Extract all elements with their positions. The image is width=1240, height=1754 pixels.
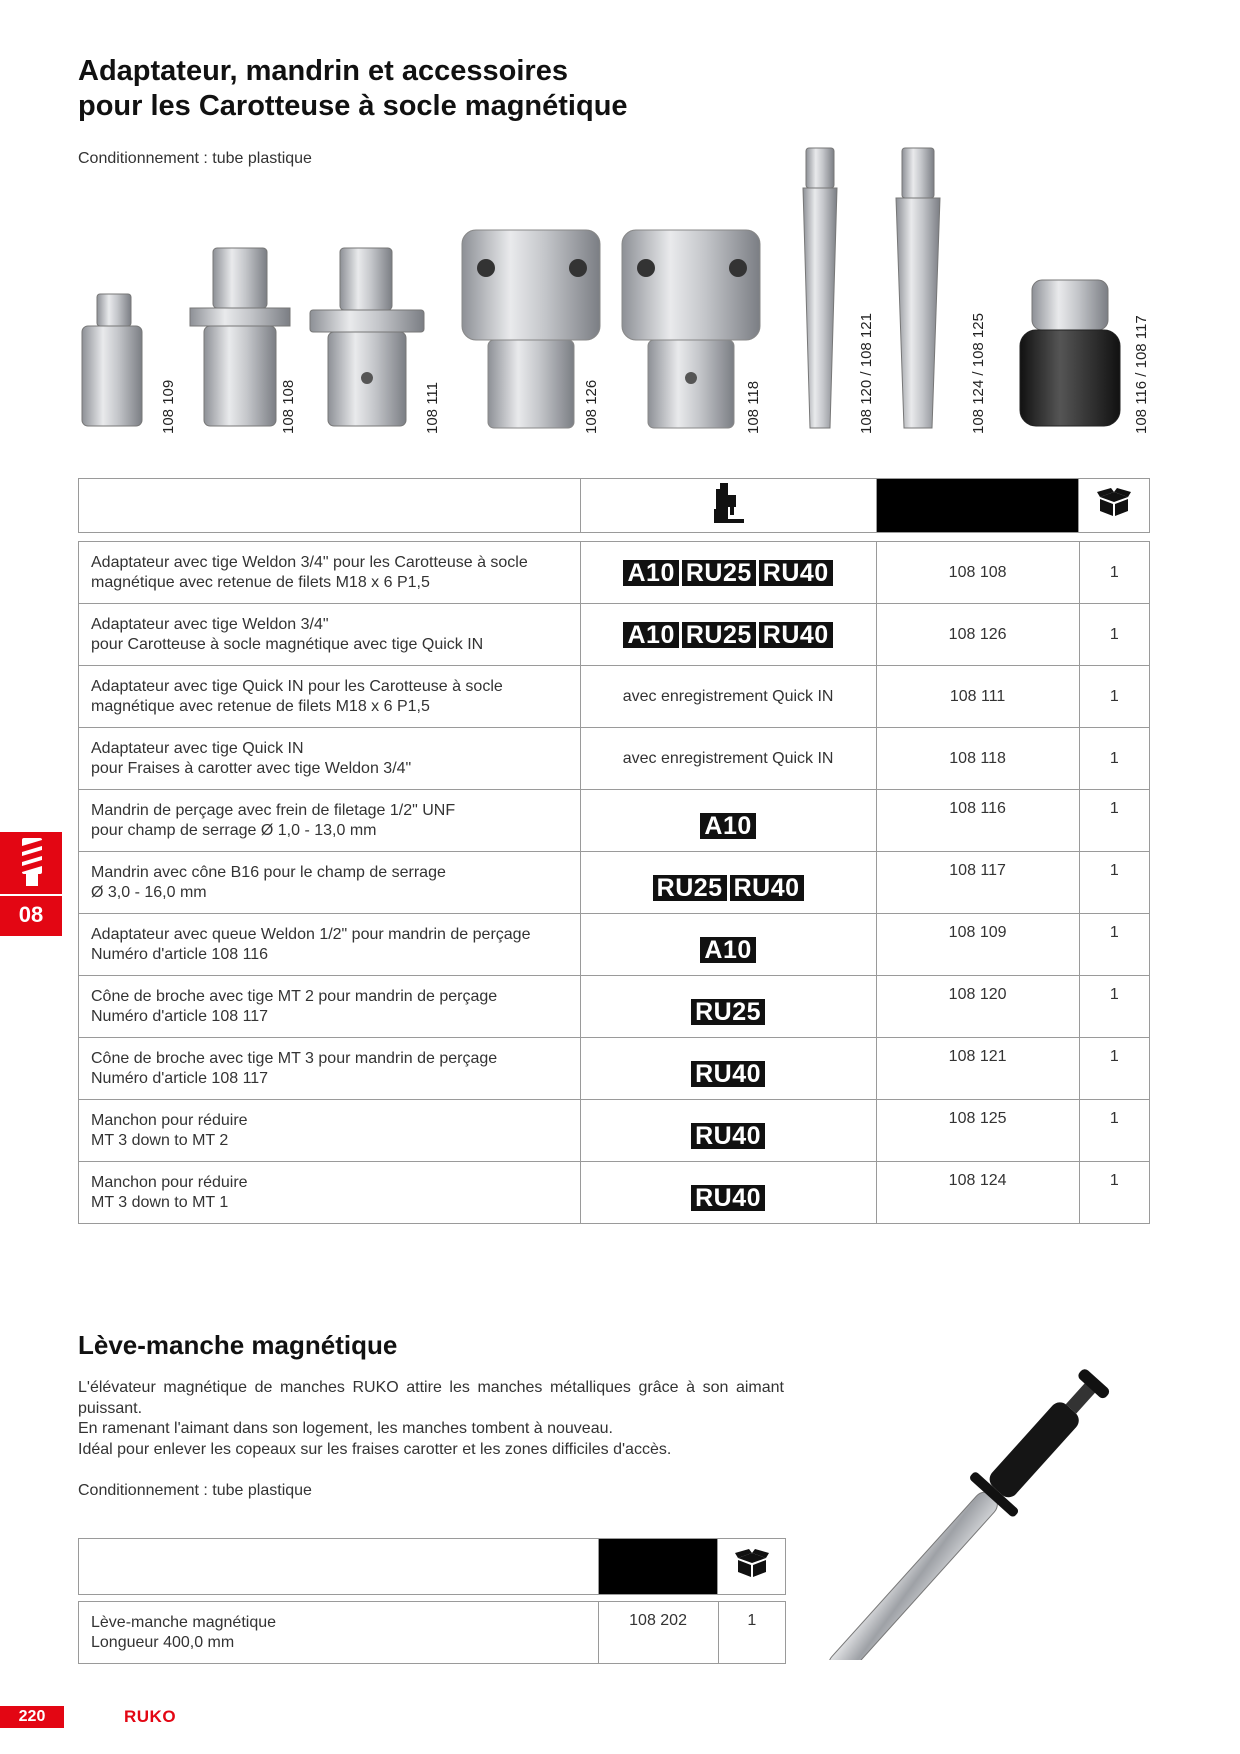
- quantity: 1: [1079, 1038, 1149, 1100]
- badge-ru40: RU40: [759, 622, 833, 648]
- compatibility-cell: [580, 976, 876, 1038]
- compatibility-cell: [580, 1038, 876, 1100]
- article-number: 108 117: [876, 852, 1079, 914]
- article-number: 108 109: [876, 914, 1079, 976]
- articles-table: [78, 541, 1150, 1224]
- quantity: 1: [1079, 542, 1149, 604]
- product-108-108-image: [190, 248, 290, 426]
- description-cell: Manchon pour réduire MT 3 down to MT 1: [79, 1162, 581, 1224]
- table-row: [79, 1162, 1150, 1224]
- description-cell: Manchon pour réduire MT 3 down to MT 2: [79, 1100, 581, 1162]
- compatibility-cell: [580, 790, 876, 852]
- table-header-2: [78, 1538, 786, 1595]
- product-label-108-109: 108 109: [160, 379, 177, 434]
- article-number: 108 116: [876, 790, 1079, 852]
- badge-ru25: RU25: [682, 560, 756, 586]
- package-box-icon: [735, 1549, 769, 1579]
- quantity: 1: [1079, 604, 1149, 666]
- article-number: 108 124: [876, 1162, 1079, 1224]
- badge-ru25: RU25: [691, 999, 765, 1025]
- quantity: 1: [1079, 666, 1149, 728]
- product-label-108-126: 108 126: [583, 379, 600, 434]
- badge-ru25: RU25: [682, 622, 756, 648]
- table-row: [79, 790, 1150, 852]
- description-cell: Mandrin avec cône B16 pour le champ de serrage Ø 3,0 - 16,0 mm: [79, 852, 581, 914]
- product-108-124-125-image: [896, 148, 940, 428]
- quantity: 1: [718, 1602, 785, 1664]
- compatibility-cell: [580, 852, 876, 914]
- table-row: [79, 666, 1150, 728]
- header-description-cell: [79, 479, 581, 533]
- compatibility-cell: avec enregistrement Quick IN: [580, 728, 876, 790]
- packaging-note-2: Conditionnement : tube plastique: [78, 1482, 312, 1499]
- product-108-118-image: [622, 230, 760, 428]
- product-108-120-121-image: [803, 148, 837, 428]
- articles-table-2: [78, 1601, 786, 1664]
- paragraph-line: En ramenant l'aimant dans son logement, les manches tombent à nouveau.: [78, 1420, 613, 1437]
- table-row: [79, 914, 1150, 976]
- quantity: 1: [1079, 976, 1149, 1038]
- product-108-116-117-image: [1020, 280, 1120, 426]
- product-label-108-124-125: 108 124 / 108 125: [970, 313, 987, 434]
- compatibility-cell: [580, 914, 876, 976]
- badge-a10: A10: [623, 622, 678, 648]
- product-label-108-111: 108 111: [424, 382, 441, 434]
- paragraph-line: L'élévateur magnétique de manches RUKO attire les manches métalliques grâce à son aimant puissant.: [78, 1379, 784, 1417]
- badge-a10: A10: [623, 560, 678, 586]
- product-label-108-118: 108 118: [745, 380, 762, 434]
- badge-a10: A10: [700, 813, 755, 839]
- header-package-cell: [1079, 479, 1150, 533]
- description-cell: Adaptateur avec tige Weldon 3/4" pour Carotteuse à socle magnétique avec tige Quick IN: [79, 604, 581, 666]
- header-package-cell: [718, 1539, 786, 1595]
- quantity: 1: [1079, 852, 1149, 914]
- compatibility-cell: [580, 1100, 876, 1162]
- quantity: 1: [1079, 728, 1149, 790]
- compatibility-cell: avec enregistrement Quick IN: [580, 666, 876, 728]
- brand-logo: RUKO: [124, 1707, 177, 1726]
- table-row: [79, 1100, 1150, 1162]
- chapter-number: 08: [18, 902, 44, 927]
- table-row: [79, 1602, 786, 1664]
- paragraph-line: Idéal pour enlever les copeaux sur les fraises carotter et les zones difficiles d'accès.: [78, 1440, 672, 1458]
- product-images: [70, 140, 1170, 440]
- product-label-108-108: 108 108: [280, 379, 297, 434]
- badge-a10: A10: [700, 937, 755, 963]
- header-article-cell: [876, 479, 1079, 533]
- table-row: [79, 1038, 1150, 1100]
- table-header: [78, 478, 1150, 533]
- description-cell: Cône de broche avec tige MT 2 pour mandrin de perçage Numéro d'article 108 117: [79, 976, 581, 1038]
- badge-ru40: RU40: [691, 1123, 765, 1149]
- article-number: 108 126: [876, 604, 1079, 666]
- packaging-note: Conditionnement : tube plastique: [78, 150, 312, 167]
- description-cell: Adaptateur avec tige Quick IN pour Fraises à carotter avec tige Weldon 3/4": [79, 728, 581, 790]
- drill-press-icon: [712, 481, 746, 525]
- core-drill-icon: [0, 832, 62, 894]
- header-description-cell: [79, 1539, 599, 1595]
- compatibility-cell: [580, 1162, 876, 1224]
- magnetic-pickup-tool-image: [800, 1360, 1160, 1660]
- description-cell: Adaptateur avec tige Weldon 3/4" pour les Carotteuse à socle magnétique avec retenue de filets M18 x 6 P1,5: [79, 542, 581, 604]
- quantity: 1: [1079, 1162, 1149, 1224]
- header-machine-cell: [581, 479, 876, 533]
- product-108-109-image: [82, 294, 142, 426]
- article-number: 108 118: [876, 728, 1079, 790]
- compatibility-cell: [580, 604, 876, 666]
- badge-ru40: RU40: [730, 875, 804, 901]
- product-label-108-116-117: 108 116 / 108 117: [1133, 315, 1150, 434]
- article-number: 108 202: [598, 1602, 718, 1664]
- description-cell: Adaptateur avec tige Quick IN pour les Carotteuse à socle magnétique avec retenue de filets M18 x 6 P1,5: [79, 666, 581, 728]
- quantity: 1: [1079, 914, 1149, 976]
- header-article-cell: [598, 1539, 718, 1595]
- table-row: [79, 728, 1150, 790]
- product-108-126-image: [462, 230, 600, 428]
- quantity: 1: [1079, 790, 1149, 852]
- product-108-111-image: [310, 248, 424, 426]
- article-number: 108 121: [876, 1038, 1079, 1100]
- article-number: 108 120: [876, 976, 1079, 1038]
- description-paragraph: [78, 1378, 784, 1460]
- title-line-2: pour les Carotteuse à socle magnétique: [78, 90, 628, 122]
- table-row: [79, 976, 1150, 1038]
- description-cell: Adaptateur avec queue Weldon 1/2" pour mandrin de perçage Numéro d'article 108 116: [79, 914, 581, 976]
- table-row: [79, 852, 1150, 914]
- table-row: [79, 604, 1150, 666]
- page-number: 220: [0, 1706, 64, 1728]
- product-label-108-120-121: 108 120 / 108 121: [858, 313, 875, 434]
- compatibility-cell: [580, 542, 876, 604]
- title-line-1: Adaptateur, mandrin et accessoires: [78, 55, 568, 87]
- badge-ru25: RU25: [653, 875, 727, 901]
- section-title: Lève-manche magnétique: [78, 1330, 398, 1360]
- quantity: 1: [1079, 1100, 1149, 1162]
- package-box-icon: [1097, 488, 1131, 518]
- badge-ru40: RU40: [691, 1061, 765, 1087]
- article-number: 108 125: [876, 1100, 1079, 1162]
- article-number: 108 111: [876, 666, 1079, 728]
- page-title: [78, 54, 778, 124]
- description-cell: Cône de broche avec tige MT 3 pour mandrin de perçage Numéro d'article 108 117: [79, 1038, 581, 1100]
- badge-ru40: RU40: [691, 1185, 765, 1211]
- badge-ru40: RU40: [759, 560, 833, 586]
- chapter-tab: [0, 832, 62, 936]
- description-cell: Lève-manche magnétique Longueur 400,0 mm: [79, 1602, 599, 1664]
- article-number: 108 108: [876, 542, 1079, 604]
- table-row: [79, 542, 1150, 604]
- description-cell: Mandrin de perçage avec frein de filetage 1/2" UNF pour champ de serrage Ø 1,0 - 13,0 mm: [79, 790, 581, 852]
